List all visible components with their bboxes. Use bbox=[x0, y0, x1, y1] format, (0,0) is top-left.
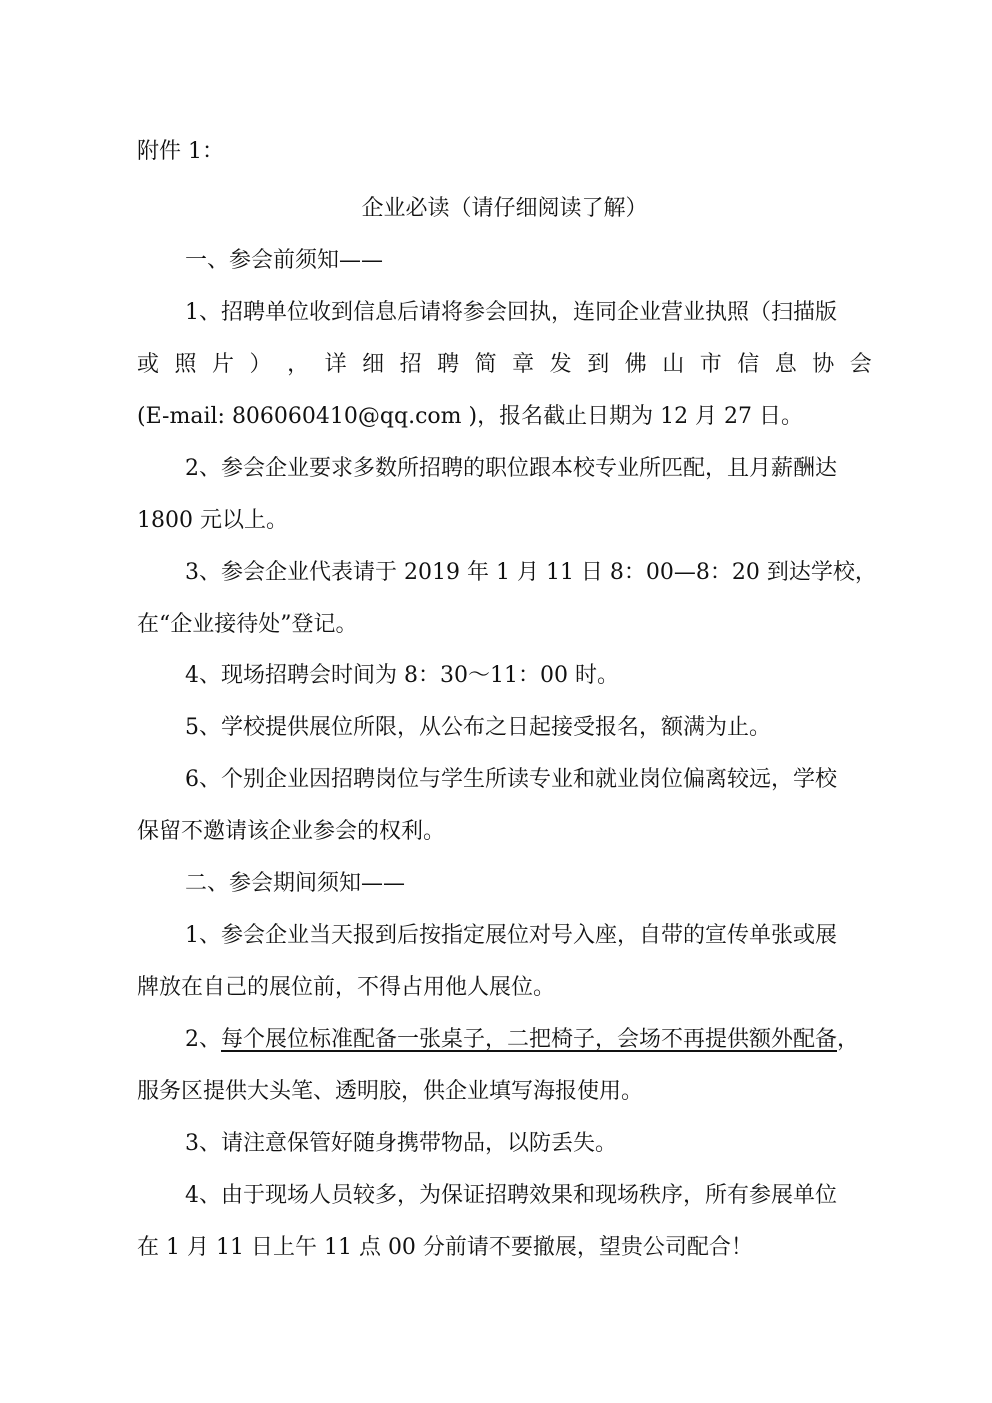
s1-item5: 5、学校提供展位所限，从公布之日起接受报名，额满为止。 bbox=[185, 715, 771, 740]
justified-char: 市 bbox=[699, 352, 722, 377]
justified-char: 细 bbox=[362, 352, 385, 377]
justified-char: 片 bbox=[212, 352, 235, 377]
s1-item3-line1: 3、参会企业代表请于 2019 年 1 月 11 日 8：00—8：20 到达学校， bbox=[185, 560, 877, 585]
s1-item2-line1: 2、参会企业要求多数所招聘的职位跟本校专业所匹配，且月薪酬达 bbox=[185, 456, 837, 481]
justified-char: 简 bbox=[474, 352, 497, 377]
s2-item4-line2: 在 1 月 11 日上午 11 点 00 分前请不要撤展，望贵公司配合！ bbox=[137, 1235, 753, 1260]
justified-char: 发 bbox=[549, 352, 572, 377]
s1-item4: 4、现场招聘会时间为 8：30～11：00 时。 bbox=[185, 663, 619, 688]
justified-char: 协 bbox=[812, 352, 835, 377]
justified-char: 到 bbox=[587, 352, 610, 377]
justified-char: 照 bbox=[174, 352, 197, 377]
justified-char: 或 bbox=[137, 352, 160, 377]
s2-item1-line2: 牌放在自己的展位前，不得占用他人展位。 bbox=[137, 975, 556, 1000]
s2-item2-suffix: ， bbox=[837, 1027, 860, 1052]
section1-heading: 一、参会前须知—— bbox=[185, 248, 384, 273]
attachment-label: 附件 1： bbox=[137, 139, 224, 164]
s2-item1-line1: 1、参会企业当天报到后按指定展位对号入座，自带的宣传单张或展 bbox=[185, 923, 837, 948]
justified-char: 会 bbox=[849, 352, 872, 377]
s1-item2-line2: 1800 元以上。 bbox=[137, 508, 288, 533]
justified-char: ， bbox=[287, 352, 310, 377]
s1-item6-line1: 6、个别企业因招聘岗位与学生所读专业和就业岗位偏离较远，学校 bbox=[185, 767, 837, 792]
s1-item1-line1: 1、招聘单位收到信息后请将参会回执，连同企业营业执照（扫描版 bbox=[185, 300, 837, 325]
justified-char: 章 bbox=[512, 352, 535, 377]
s2-item2-line1 bbox=[185, 1025, 872, 1055]
s2-item4-line1: 4、由于现场人员较多，为保证招聘效果和现场秩序，所有参展单位 bbox=[185, 1183, 837, 1208]
justified-char: 聘 bbox=[437, 352, 460, 377]
s2-item2-prefix: 2、 bbox=[185, 1027, 221, 1052]
justified-char: 佛 bbox=[624, 352, 647, 377]
s1-item1-line3: (E-mail: 806060410@qq.com )，报名截止日期为 12 月 27 日。 bbox=[137, 404, 804, 429]
justified-char: 详 bbox=[324, 352, 347, 377]
s1-item1-line2 bbox=[137, 350, 872, 380]
justified-char: ） bbox=[249, 352, 272, 377]
section2-heading: 二、参会期间须知—— bbox=[185, 871, 406, 896]
s1-item6-line2: 保留不邀请该企业参会的权利。 bbox=[137, 819, 446, 844]
document-title: 企业必读（请仔细阅读了解） bbox=[361, 196, 648, 221]
s2-item2-line2: 服务区提供大头笔、透明胶，供企业填写海报使用。 bbox=[137, 1079, 644, 1104]
s1-item3-line2: 在“企业接待处”登记。 bbox=[137, 612, 358, 637]
s2-item2-underlined: 每个展位标准配备一张桌子，二把椅子，会场不再提供额外配备 bbox=[221, 1027, 838, 1052]
justified-char: 信 bbox=[737, 352, 760, 377]
justified-char: 息 bbox=[774, 352, 797, 377]
s2-item3: 3、请注意保管好随身携带物品，以防丢失。 bbox=[185, 1131, 617, 1156]
justified-char: 山 bbox=[662, 352, 685, 377]
justified-char: 招 bbox=[399, 352, 422, 377]
